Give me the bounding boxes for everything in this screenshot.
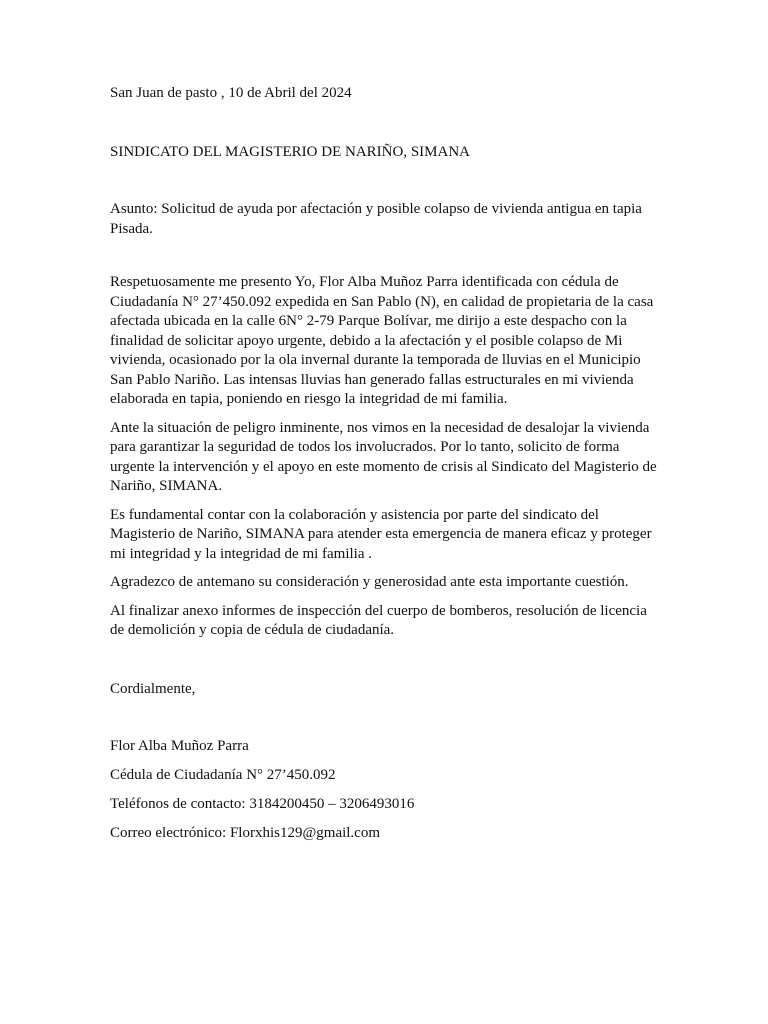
signature-phone: Teléfonos de contacto: 3184200450 – 3206493016 [110,796,415,812]
signature-email: Correo electrónico: Florxhis129@gmail.com [110,825,381,841]
body-paragraph-2: Ante la situación de peligro inminente, nos vimos en la necesidad de desalojar la vivienda para garantizar la seguridad de todos los involucrados. Por lo tanto, solicito de forma urgente la intervención y el apoyo en este momento de crisis al Sindicato del Magisterio de Nariño, SIMANA. [110,419,657,494]
body-paragraph-5: Al finalizar anexo informes de inspección del cuerpo de bomberos, resolución de licencia de demolición y copia de cédula de ciudadanía. [110,602,647,638]
signature-name: Flor Alba Muñoz Parra [110,738,249,754]
body-paragraph-4: Agradezco de antemano su consideración y generosidad ante esta importante cuestión. [110,574,629,590]
subject-line: Asunto: Solicitud de ayuda por afectación y posible colapso de vivienda antigua en tapia Pisada. [110,201,642,237]
date-line: San Juan de pasto , 10 de Abril del 2024 [110,85,352,101]
letter-body [110,84,662,853]
signature-id: Cédula de Ciudadanía N° 27’450.092 [110,767,336,783]
closing-line: Cordialmente, [110,680,196,697]
body-paragraph-3: Es fundamental contar con la colaboración y asistencia por parte del sindicato del Magisterio de Nariño, SIMANA para atender esta emergencia de manera eficaz y proteger mi integridad y la integridad de mi familia . [110,506,652,562]
body-paragraph-1: Respetuosamente me presento Yo, Flor Alba Muñoz Parra identificada con cédula de Ciudadanía N° 27’450.092 expedida en San Pablo (N), en calidad de propietaria de la casa afectada ubicada en la calle 6N° 2-79 Parque Bolívar, me dirijo a este despacho con la finalidad de solicitar apoyo urgente, debido a la afectación y el posible colapso de Mi vivienda, ocasionado por la ola invernal durante la temporada de lluvias en el Municipio San Pablo Nariño. Las intensas lluvias han generado fallas estructurales en mi vivienda elaborada en tapia, poniendo en riesgo la integridad de mi familia. [110,274,654,407]
recipient-line: SINDICATO DEL MAGISTERIO DE NARIÑO, SIMANA [110,143,470,160]
